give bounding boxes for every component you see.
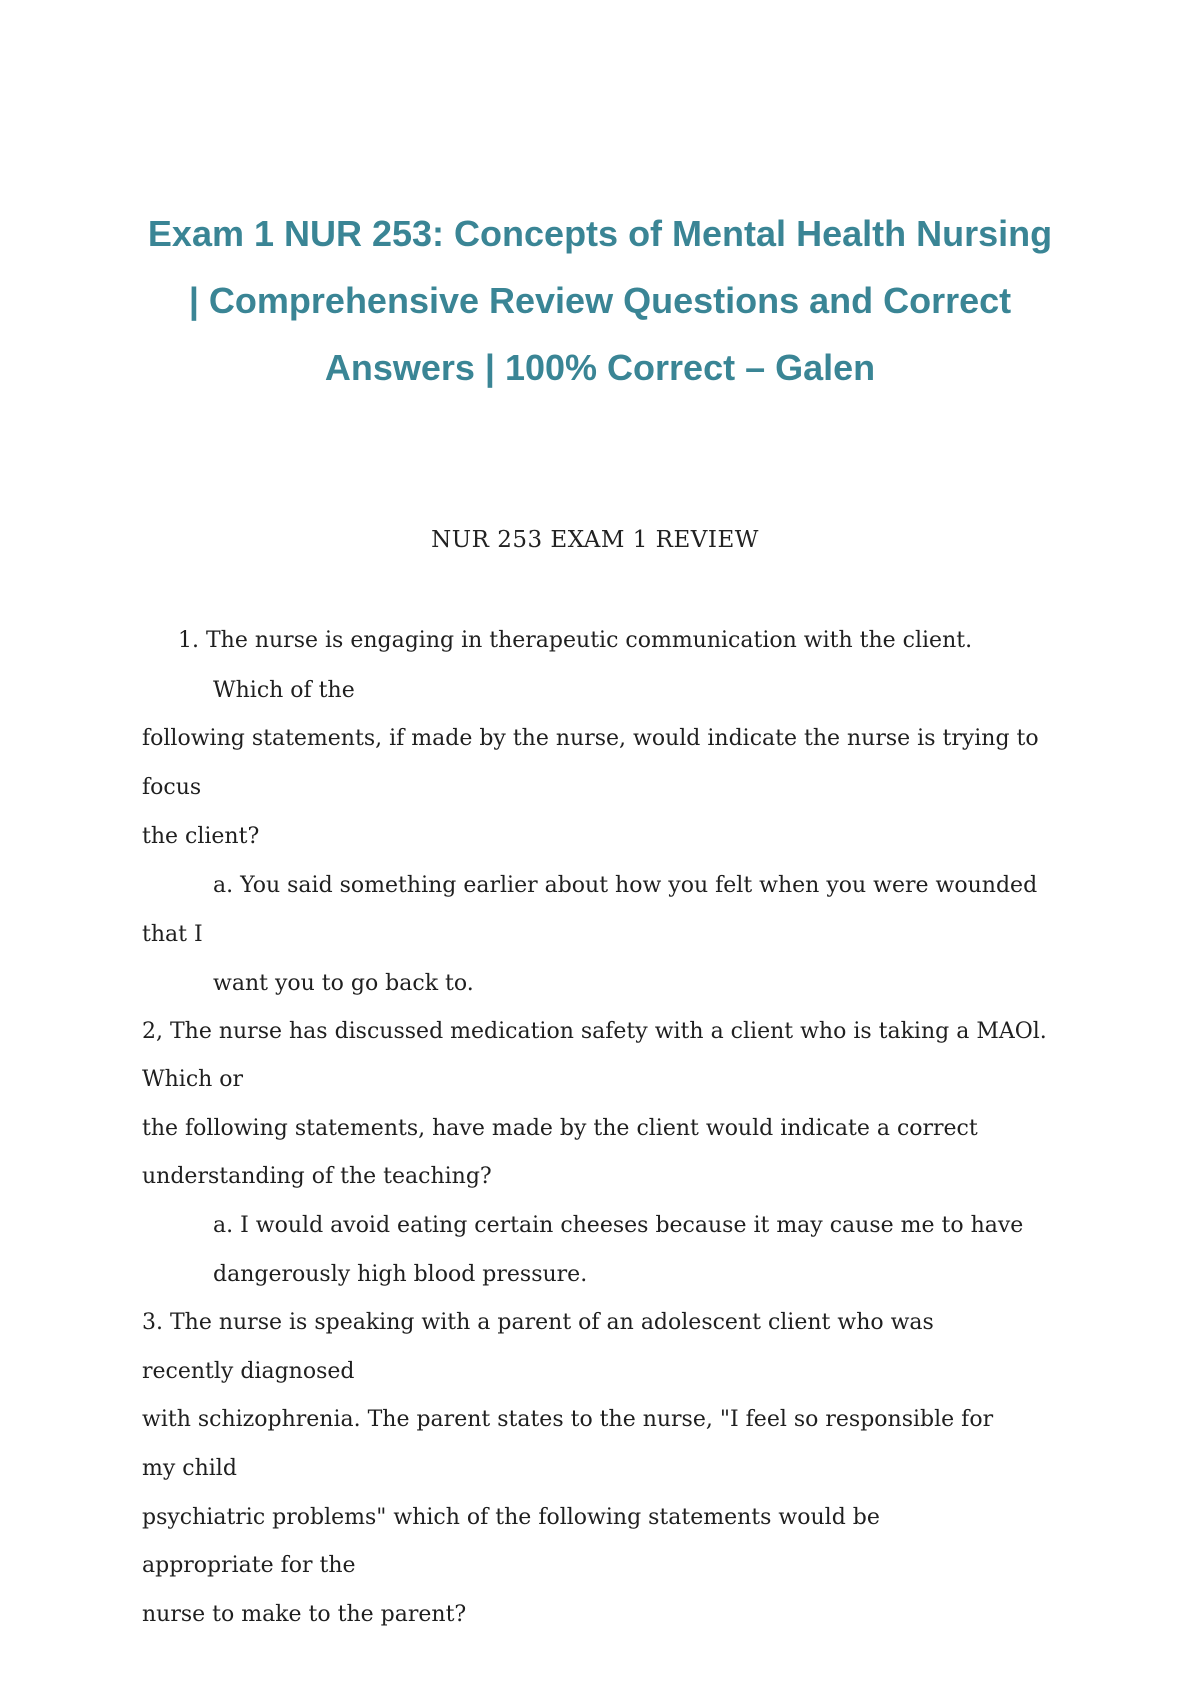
answer-1-line: a. You said something earlier about how you felt when you were wounded bbox=[213, 873, 1038, 898]
question-2-line: 2, The nurse has discussed medication safety with a client who is taking a MAOl. bbox=[142, 1019, 1047, 1044]
question-2-line: Which or bbox=[142, 1067, 244, 1092]
question-3-line: with schizophrenia. The parent states to the nurse, "I feel so responsible for bbox=[142, 1407, 994, 1432]
answer-1-line: that I bbox=[142, 922, 203, 947]
question-2-line: the following statements, have made by the client would indicate a correct bbox=[142, 1116, 978, 1141]
question-3-line: nurse to make to the parent? bbox=[142, 1602, 467, 1627]
question-1-line: Which of the bbox=[213, 678, 355, 703]
section-heading: NUR 253 EXAM 1 REVIEW bbox=[431, 527, 759, 553]
question-3-line: my child bbox=[142, 1456, 237, 1481]
answer-2-line: dangerously high blood pressure. bbox=[213, 1262, 588, 1287]
question-2-line: understanding of the teaching? bbox=[142, 1164, 492, 1189]
answer-2-line: a. I would avoid eating certain cheeses because it may cause me to have bbox=[213, 1213, 1024, 1238]
question-1-line: 1. The nurse is engaging in therapeutic communication with the client. bbox=[178, 628, 973, 653]
question-1-line: following statements, if made by the nurse, would indicate the nurse is trying to bbox=[142, 726, 1039, 751]
title-line: Answers | 100% Correct – Galen bbox=[324, 347, 876, 388]
title-line: | Comprehensive Review Questions and Correct bbox=[188, 280, 1012, 321]
document-title bbox=[130, 200, 1070, 401]
question-3-line: 3. The nurse is speaking with a parent of an adolescent client who was bbox=[142, 1310, 934, 1335]
question-3-line: psychiatric problems" which of the following statements would be bbox=[142, 1505, 880, 1530]
question-1-line: focus bbox=[142, 775, 202, 800]
question-3-line: recently diagnosed bbox=[142, 1359, 355, 1384]
question-3-line: appropriate for the bbox=[142, 1553, 356, 1578]
question-1-line: the client? bbox=[142, 824, 260, 849]
title-line: Exam 1 NUR 253: Concepts of Mental Health Nursing bbox=[147, 213, 1053, 254]
answer-1-line: want you to go back to. bbox=[213, 971, 474, 996]
